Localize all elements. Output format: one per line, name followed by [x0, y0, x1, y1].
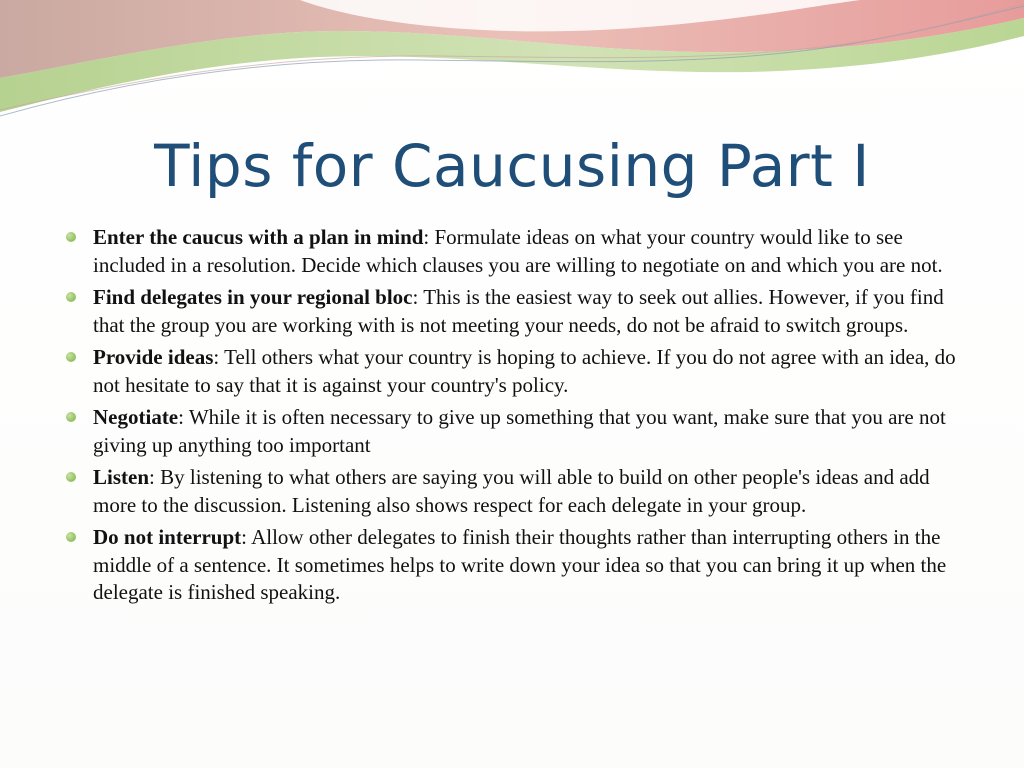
bullet-dot-icon — [66, 352, 76, 362]
tip-text: : This is the easiest way to seek out allies. However, if you find that the group you are working with is not meeting your needs, do not be afraid to switch groups. — [93, 285, 944, 337]
tip-item — [66, 284, 956, 339]
tip-text: : Allow other delegates to finish their thoughts rather than interrupting others in the middle of a sentence. It sometimes helps to write down your idea so that you can bring it up when the delegate is finished speaking. — [93, 525, 947, 604]
tip-term: Listen — [93, 465, 150, 489]
tip-text: : While it is often necessary to give up something that you want, make sure that you are not giving up anything too important — [93, 405, 946, 457]
tip-text: : Formulate ideas on what your country would like to see included in a resolution. Decide which clauses you are willing to negotiate on and which you are not. — [93, 225, 943, 277]
tip-item — [66, 404, 956, 459]
tips-list — [66, 224, 956, 612]
header-wave-decoration — [0, 0, 1024, 130]
tip-item — [66, 524, 956, 607]
slide-title: Tips for Caucusing Part I — [154, 132, 870, 200]
bullet-dot-icon — [66, 532, 76, 542]
tip-term: Enter the caucus with a plan in mind — [93, 225, 424, 249]
tip-term: Find delegates in your regional bloc — [93, 285, 413, 309]
tip-text: : By listening to what others are saying you will able to build on other people's ideas and add more to the discussion. Listening also shows respect for each delegate in your group. — [93, 465, 930, 517]
bullet-dot-icon — [66, 412, 76, 422]
tip-term: Negotiate — [93, 405, 179, 429]
tip-term: Do not interrupt — [93, 525, 242, 549]
bullet-dot-icon — [66, 472, 76, 482]
tip-item — [66, 224, 956, 279]
tip-term: Provide ideas — [93, 345, 214, 369]
tip-text: : Tell others what your country is hoping to achieve. If you do not agree with an idea, do not hesitate to say that it is against your country's policy. — [93, 345, 956, 397]
bullet-dot-icon — [66, 292, 76, 302]
bullet-dot-icon — [66, 232, 76, 242]
tip-item — [66, 344, 956, 399]
tip-item — [66, 464, 956, 519]
